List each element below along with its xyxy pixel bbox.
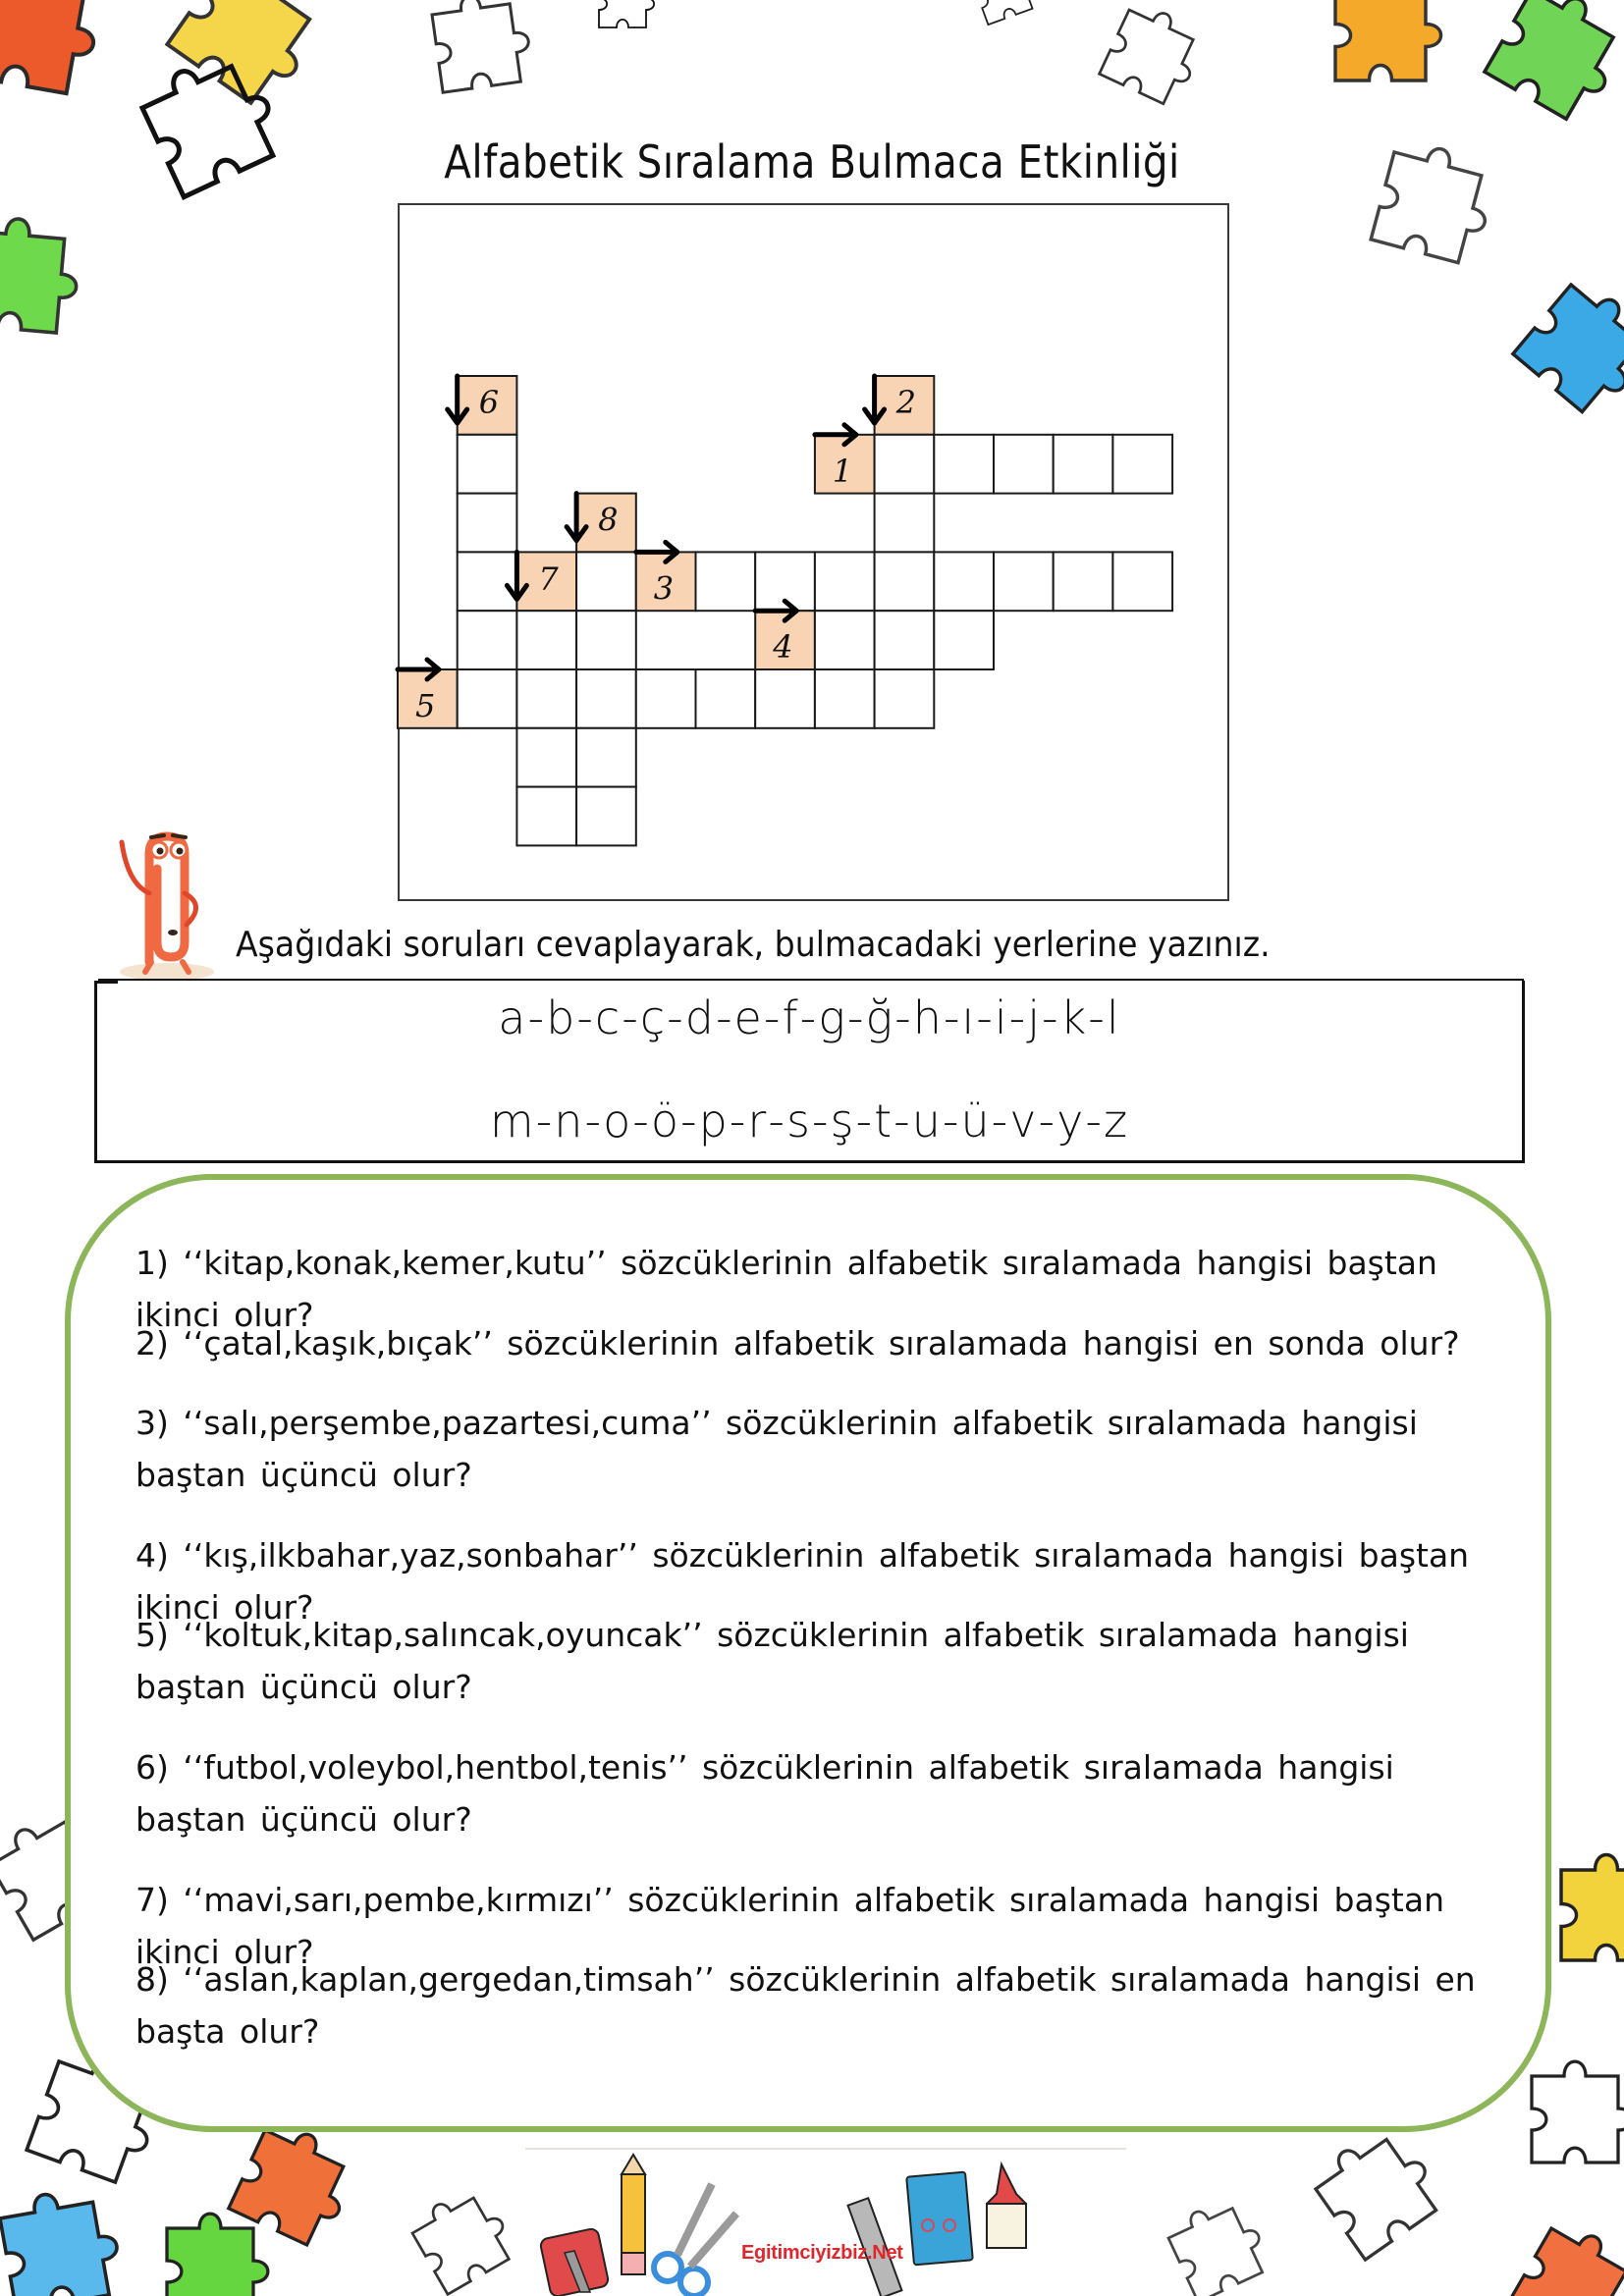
puzzle-piece-outline xyxy=(1307,2119,1447,2260)
clue-cell-1 xyxy=(815,435,875,494)
answer-cell[interactable] xyxy=(576,669,636,728)
alphabet-letter: r xyxy=(747,1095,769,1148)
alphabet-separator: - xyxy=(1008,991,1028,1044)
answer-cell[interactable] xyxy=(1112,435,1172,494)
alphabet-separator: - xyxy=(535,1095,555,1148)
answer-cell[interactable] xyxy=(934,552,994,611)
answer-cell[interactable] xyxy=(815,611,875,669)
answer-cell[interactable] xyxy=(1054,435,1113,494)
clue-number: 4 xyxy=(773,628,793,667)
clue-cell-8 xyxy=(576,494,636,553)
question-3: 3) ‘‘salı,perşembe,pazartesi,cuma’’ sözcüklerinin alfabetik sıralamada hangisi baştan üçüncü olur? xyxy=(135,1404,1418,1494)
answer-cell[interactable] xyxy=(576,552,636,611)
answer-cell[interactable] xyxy=(755,669,815,728)
scissors-icon xyxy=(654,2184,736,2296)
answer-cell[interactable] xyxy=(516,728,576,787)
instruction-text: Aşağıdaki soruları cevaplayarak, bulmacadaki yerlerine yazınız. xyxy=(236,925,1271,965)
school-supplies-illustration xyxy=(525,2145,1126,2296)
alphabet-letter: ç xyxy=(639,991,668,1044)
alphabet-letter: ü xyxy=(960,1095,992,1148)
puzzle-piece-green xyxy=(167,2214,268,2296)
alphabet-separator: - xyxy=(1042,991,1060,1044)
alphabet-letter: z xyxy=(1103,1095,1130,1148)
alphabet-separator: - xyxy=(576,991,595,1044)
answer-cell[interactable] xyxy=(516,787,576,846)
puzzle-piece-blue xyxy=(0,2184,125,2296)
puzzle-piece-outline xyxy=(430,0,534,92)
puzzle-piece-outline xyxy=(599,0,654,27)
answer-cell[interactable] xyxy=(815,552,875,611)
alphabet-letter: s xyxy=(785,1095,812,1148)
question-4: 4) ‘‘kış,ilkbahar,yaz,sonbahar’’ sözcüklerinin alfabetik sıralamada hangisi baştan ikinci olur? xyxy=(135,1536,1470,1627)
sharpener-icon xyxy=(539,2227,609,2296)
alphabet-separator: - xyxy=(763,991,783,1044)
clue-number: 8 xyxy=(598,501,619,539)
alphabet-letter: ş xyxy=(830,1095,856,1148)
puzzle-piece-outline xyxy=(1532,2061,1624,2163)
glue-bottle-icon xyxy=(987,2164,1026,2248)
answer-cell[interactable] xyxy=(458,494,517,553)
alphabet-letter: d xyxy=(684,991,716,1044)
question-7: 7) ‘‘mavi,sarı,pembe,kırmızı’’ sözcüklerinin alfabetik sıralamada hangisi baştan ikinci olur? xyxy=(135,1881,1444,1971)
answer-cell[interactable] xyxy=(1112,552,1172,611)
alphabet-letter: g xyxy=(818,991,847,1044)
alphabet-separator: - xyxy=(768,1095,786,1148)
answer-cell[interactable] xyxy=(934,611,994,669)
clue-number: 2 xyxy=(895,384,916,421)
alphabet-separator: - xyxy=(527,991,547,1044)
alphabet-letter: o xyxy=(603,1095,633,1148)
alphabet-letter: b xyxy=(546,991,577,1044)
answer-cell[interactable] xyxy=(875,669,935,728)
alphabet-letter: y xyxy=(1056,1095,1086,1148)
clue-number: 1 xyxy=(832,452,853,490)
answer-cell[interactable] xyxy=(516,611,576,669)
answer-cell[interactable] xyxy=(636,669,696,728)
alphabet-row-1 xyxy=(94,991,1525,1044)
alphabet-separator: - xyxy=(679,1095,699,1148)
clue-cell-6 xyxy=(458,376,517,435)
alphabet-separator: - xyxy=(943,991,962,1044)
answer-cell[interactable] xyxy=(994,435,1054,494)
alphabet-separator: - xyxy=(846,991,866,1044)
alphabet-letter: ğ xyxy=(865,991,895,1044)
answer-cell[interactable] xyxy=(875,494,935,553)
alphabet-letter: p xyxy=(698,1095,730,1148)
puzzle-piece-yellow xyxy=(1561,1854,1624,1960)
alphabet-separator: - xyxy=(894,991,913,1044)
puzzle-piece-orange-red xyxy=(1508,2216,1624,2296)
alphabet-separator: - xyxy=(1038,1095,1057,1148)
clue-cell-2 xyxy=(875,376,935,435)
alphabet-letter: e xyxy=(733,991,764,1044)
puzzle-piece-outline xyxy=(1100,0,1210,109)
alphabet-letter: l xyxy=(1106,991,1121,1044)
alphabet-letter: f xyxy=(782,991,800,1044)
alphabet-separator: - xyxy=(584,1095,604,1148)
alphabet-separator: - xyxy=(893,1095,912,1148)
alphabet-letter: n xyxy=(554,1095,585,1148)
alphabet-letter: h xyxy=(912,991,944,1044)
clue-cell-4 xyxy=(755,611,815,669)
alphabet-separator: - xyxy=(632,1095,651,1148)
puzzle-piece-yellow xyxy=(167,0,333,113)
notebook-icon xyxy=(906,2172,973,2266)
answer-cell[interactable] xyxy=(755,552,815,611)
pencil-icon xyxy=(622,2155,645,2274)
alphabet-letter: t xyxy=(874,1095,894,1148)
question-8: 8) ‘‘aslan,kaplan,gergedan,timsah’’ sözcüklerinin alfabetik sıralamada hangisi en başta olur? xyxy=(135,1960,1476,2051)
answer-cell[interactable] xyxy=(696,669,756,728)
answer-cell[interactable] xyxy=(696,552,756,611)
question-6: 6) ‘‘futbol,voleybol,hentbol,tenis’’ sözcüklerinin alfabetik sıralamada hangisi baştan üçüncü olur? xyxy=(135,1748,1394,1839)
question-2: 2) ‘‘çatal,kaşık,bıçak’’ sözcüklerinin alfabetik sıralamada hangisi en sonda olur? xyxy=(135,1324,1460,1362)
answer-cell[interactable] xyxy=(458,611,517,669)
paperclip-mascot xyxy=(108,815,226,982)
alphabet-separator: - xyxy=(976,991,995,1044)
alphabet-separator: - xyxy=(811,1095,831,1148)
alphabet-separator: - xyxy=(942,1095,961,1148)
alphabet-letter: j xyxy=(1027,991,1043,1044)
answer-cell[interactable] xyxy=(458,669,517,728)
alphabet-separator: - xyxy=(667,991,685,1044)
alphabet-letter: i xyxy=(994,991,1009,1044)
clue-number: 5 xyxy=(415,687,436,724)
question-1: 1) ‘‘kitap,konak,kemer,kutu’’ sözcüklerinin alfabetik sıralamada hangisi baştan ikinci olur? xyxy=(135,1244,1437,1334)
answer-cell[interactable] xyxy=(576,611,636,669)
alphabet-separator: - xyxy=(855,1095,875,1148)
clue-number: 3 xyxy=(653,569,675,608)
clue-cell-5 xyxy=(398,669,458,728)
answer-cell[interactable] xyxy=(875,552,935,611)
answer-cell[interactable] xyxy=(458,552,517,611)
clue-cell-3 xyxy=(636,552,696,611)
puzzle-piece-orange xyxy=(1335,0,1441,80)
answer-cell[interactable] xyxy=(1054,552,1113,611)
mascot-mouth xyxy=(168,930,178,935)
alphabet-letter: u xyxy=(911,1095,943,1148)
clue-cell-7 xyxy=(516,552,576,611)
clue-number: 6 xyxy=(478,384,500,421)
clue-number: 7 xyxy=(538,560,559,598)
puzzle-piece-outline xyxy=(406,2181,519,2294)
alphabet-letter: k xyxy=(1059,991,1089,1044)
answer-cell[interactable] xyxy=(815,669,875,728)
worksheet-title: Alfabetik Sıralama Bulmaca Etkinliği xyxy=(444,135,1180,188)
alphabet-separator: - xyxy=(799,991,819,1044)
answer-cell[interactable] xyxy=(994,552,1054,611)
puzzle-piece-red xyxy=(0,0,105,96)
answer-cell[interactable] xyxy=(875,611,935,669)
puzzle-piece-green xyxy=(0,215,81,335)
alphabet-box-corner xyxy=(94,981,118,984)
alphabet-separator: - xyxy=(1088,991,1107,1044)
answer-cell[interactable] xyxy=(576,728,636,787)
question-5: 5) ‘‘koltuk,kitap,salıncak,oyuncak’’ sözcüklerinin alfabetik sıralamada hangisi baştan üçüncü olur? xyxy=(135,1616,1409,1706)
alphabet-letter: ö xyxy=(650,1095,680,1148)
alphabet-letter: c xyxy=(594,991,623,1044)
alphabet-letter: v xyxy=(1009,1095,1039,1148)
answer-cell[interactable] xyxy=(576,787,636,846)
alphabet-letter: ı xyxy=(961,991,977,1044)
answer-cell[interactable] xyxy=(934,435,994,494)
alphabet-letter: a xyxy=(498,991,528,1044)
footer-logo-text: Egitimciyizbiz.Net xyxy=(741,2242,903,2264)
puzzle-piece-outline xyxy=(1164,2192,1273,2296)
answer-cell[interactable] xyxy=(875,435,935,494)
answer-cell[interactable] xyxy=(458,435,517,494)
alphabet-separator: - xyxy=(622,991,640,1044)
alphabet-separator: - xyxy=(991,1095,1010,1148)
puzzle-piece-blue xyxy=(1513,273,1624,421)
alphabet-separator: - xyxy=(729,1095,748,1148)
answer-cell[interactable] xyxy=(516,669,576,728)
alphabet-letter: m xyxy=(489,1095,536,1148)
puzzle-piece-green xyxy=(1485,0,1624,127)
alphabet-separator: - xyxy=(1085,1095,1104,1148)
alphabet-row-2 xyxy=(94,1095,1525,1148)
alphabet-separator: - xyxy=(715,991,734,1044)
puzzle-piece-outline xyxy=(969,0,1040,25)
